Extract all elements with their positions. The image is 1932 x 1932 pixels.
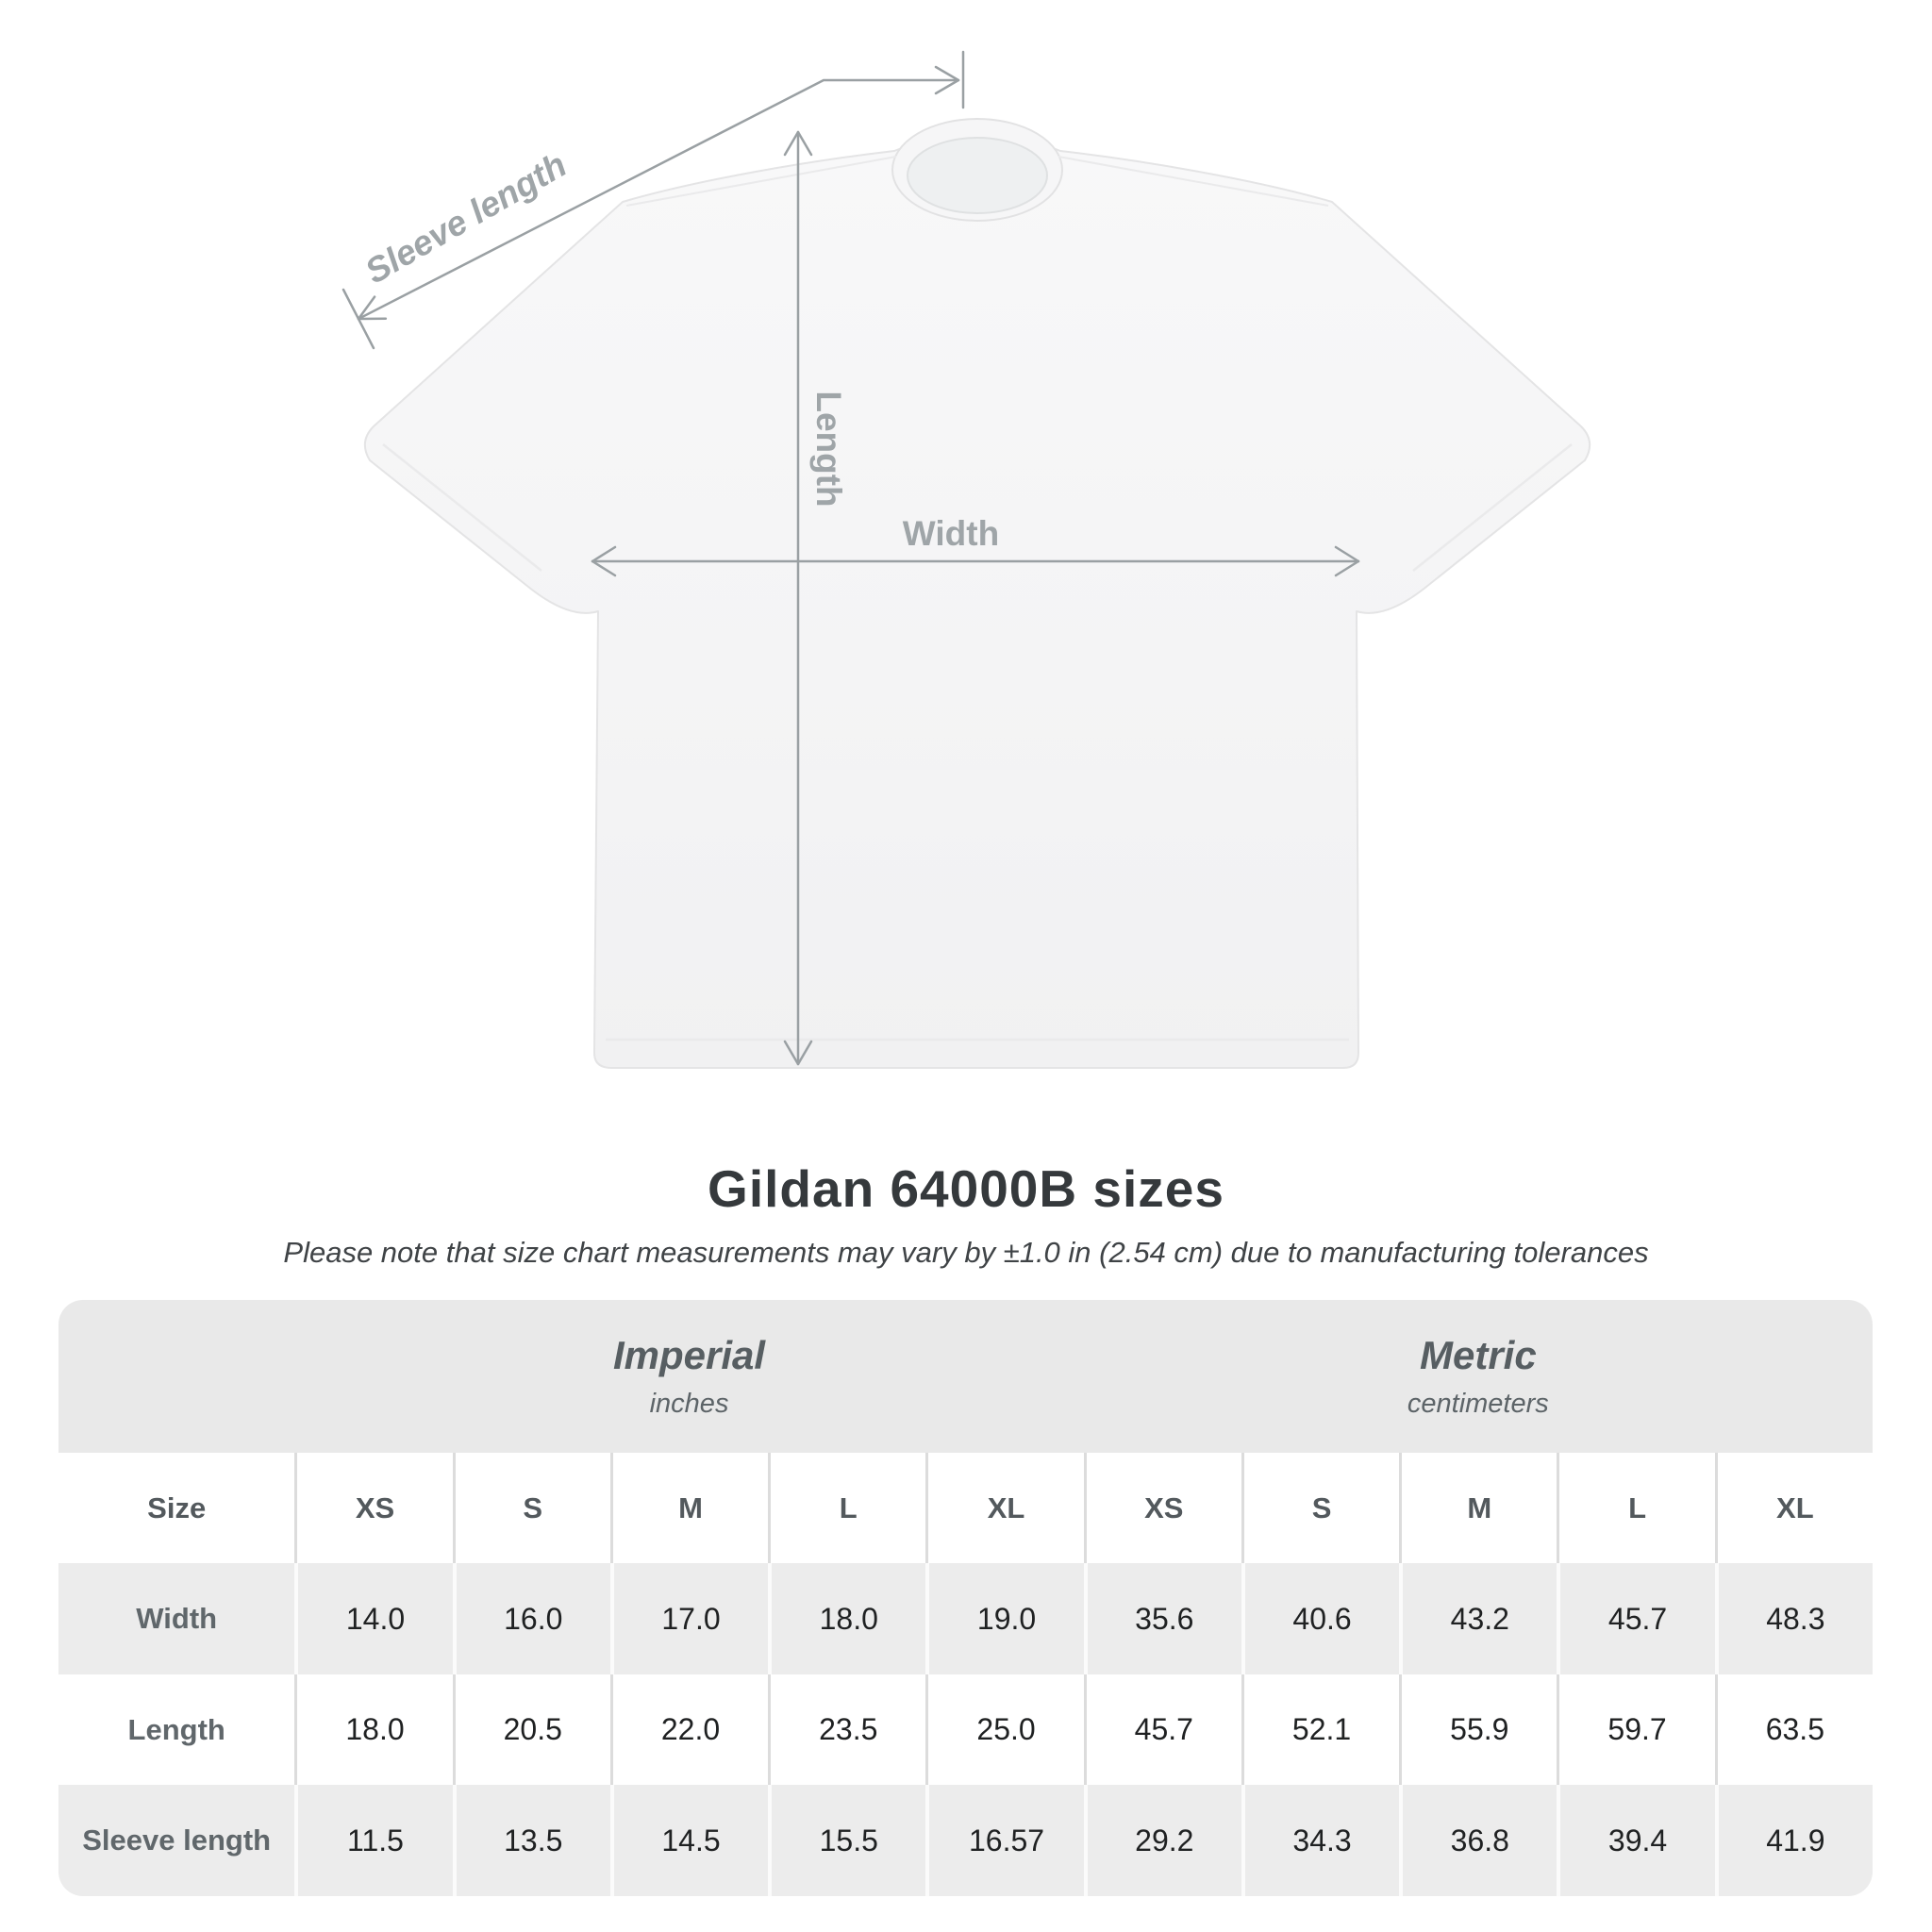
unit-band-spacer: [58, 1300, 294, 1453]
table-row-length: [58, 1674, 1873, 1785]
size-value-cell: 43.2: [1399, 1563, 1557, 1674]
size-value-cell: 15.5: [768, 1785, 925, 1896]
size-value-cell: 55.9: [1399, 1674, 1557, 1785]
size-value-cell: 14.5: [610, 1785, 768, 1896]
tshirt-illustration: [365, 119, 1590, 1068]
collar-opening: [908, 138, 1047, 213]
tshirt-body: [365, 134, 1590, 1068]
size-value-cell: 22.0: [610, 1674, 768, 1785]
size-value-cell: 18.0: [294, 1674, 452, 1785]
length-label: Length: [809, 391, 848, 508]
size-table: [58, 1300, 1873, 1896]
size-value-cell: 45.7: [1084, 1674, 1241, 1785]
sleeve-length-label: Sleeve length: [358, 144, 574, 291]
size-value-cell: 34.3: [1241, 1785, 1399, 1896]
table-row-sleeve-length: [58, 1785, 1873, 1896]
size-header-imperial-s: S: [453, 1453, 610, 1563]
imperial-title: Imperial: [612, 1333, 766, 1378]
size-value-cell: 40.6: [1241, 1563, 1399, 1674]
metric-section-header: [1084, 1300, 1873, 1453]
size-value-cell: 16.57: [925, 1785, 1083, 1896]
size-value-cell: 25.0: [925, 1674, 1083, 1785]
size-value-cell: 59.7: [1557, 1674, 1714, 1785]
width-label: Width: [902, 514, 1000, 553]
row-label-sleeve-length: Sleeve length: [58, 1785, 294, 1896]
size-value-cell: 39.4: [1557, 1785, 1714, 1896]
size-value-cell: 19.0: [925, 1563, 1083, 1674]
size-value-cell: 41.9: [1715, 1785, 1873, 1896]
size-header-imperial-xl: XL: [925, 1453, 1083, 1563]
unit-band-row: [58, 1300, 1873, 1453]
size-value-cell: 52.1: [1241, 1674, 1399, 1785]
size-value-cell: 14.0: [294, 1563, 452, 1674]
size-column-header: Size: [58, 1453, 294, 1563]
metric-title: Metric: [1419, 1333, 1537, 1378]
size-value-cell: 36.8: [1399, 1785, 1557, 1896]
size-header-metric-l: L: [1557, 1453, 1714, 1563]
size-header-imperial-xs: XS: [294, 1453, 452, 1563]
metric-unit: centimeters: [1407, 1388, 1549, 1419]
size-value-cell: 45.7: [1557, 1563, 1714, 1674]
size-value-cell: 29.2: [1084, 1785, 1241, 1896]
row-label-width: Width: [58, 1563, 294, 1674]
table-row-width: [58, 1563, 1873, 1674]
page-title: Gildan 64000B sizes: [708, 1159, 1224, 1218]
size-header-imperial-m: M: [610, 1453, 768, 1563]
imperial-unit: inches: [649, 1388, 729, 1419]
size-header-metric-xl: XL: [1715, 1453, 1873, 1563]
size-header-row: [58, 1453, 1873, 1563]
size-value-cell: 18.0: [768, 1563, 925, 1674]
size-header-imperial-l: L: [768, 1453, 925, 1563]
tolerance-note: Please note that size chart measurements may vary by ±1.0 in (2.54 cm) due to manufacturing tolerances: [283, 1236, 1649, 1269]
size-value-cell: 11.5: [294, 1785, 452, 1896]
size-value-cell: 35.6: [1084, 1563, 1241, 1674]
size-value-cell: 16.0: [453, 1563, 610, 1674]
size-value-cell: 23.5: [768, 1674, 925, 1785]
size-header-metric-s: S: [1241, 1453, 1399, 1563]
size-value-cell: 17.0: [610, 1563, 768, 1674]
size-value-cell: 48.3: [1715, 1563, 1873, 1674]
size-header-metric-m: M: [1399, 1453, 1557, 1563]
imperial-section-header: [294, 1300, 1083, 1453]
size-header-metric-xs: XS: [1084, 1453, 1241, 1563]
row-label-length: Length: [58, 1674, 294, 1785]
size-value-cell: 20.5: [453, 1674, 610, 1785]
size-value-cell: 13.5: [453, 1785, 610, 1896]
size-value-cell: 63.5: [1715, 1674, 1873, 1785]
